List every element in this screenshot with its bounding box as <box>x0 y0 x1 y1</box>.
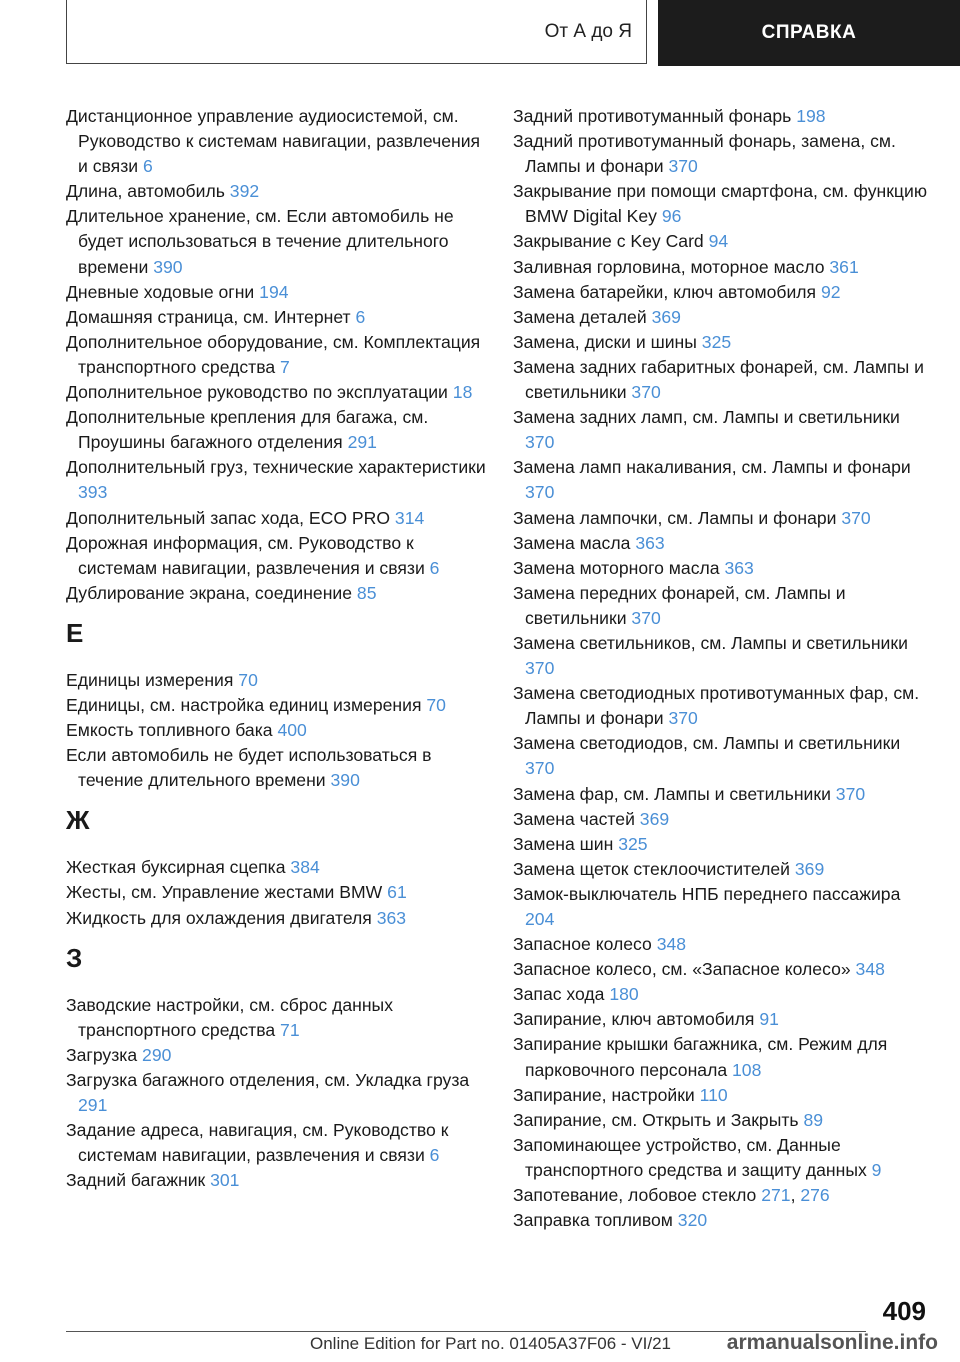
index-entry <box>66 204 486 279</box>
index-entry-text: Запасное колесо <box>513 934 657 955</box>
index-entry <box>513 681 933 731</box>
index-entry <box>513 229 933 254</box>
page-ref-link[interactable]: 369 <box>651 306 681 327</box>
index-entry-text: Дополнительное оборудование, см. Комплектация транспортного средства <box>66 331 481 377</box>
index-entry-text: Замена, диски и шины <box>513 331 702 352</box>
index-entry <box>66 855 486 880</box>
index-entry <box>513 1208 933 1233</box>
page-ref-link[interactable]: 89 <box>803 1109 824 1130</box>
index-entry <box>513 129 933 179</box>
tab-a-to-z-label: От А до Я <box>544 20 632 42</box>
index-entry-text: Запоминающее устройство, см. Данные транспортного средства и защиту данных <box>513 1134 872 1180</box>
index-entry-text: Замена деталей <box>513 306 652 327</box>
index-entry-text: Загрузка <box>66 1044 143 1065</box>
page-ref-link[interactable]: 370 <box>841 507 871 528</box>
index-entry <box>66 993 486 1043</box>
page-ref-link[interactable]: 271 <box>761 1185 791 1206</box>
page-ref-link[interactable]: 348 <box>656 934 687 955</box>
index-entry-text: Дополнительный запас хода, ECO PRO <box>66 507 395 528</box>
index-entry <box>513 330 933 355</box>
index-entry <box>66 668 486 693</box>
watermark: armanualsonline.info <box>726 1331 938 1354</box>
index-entry-text: Запотевание, лобовое стекло <box>513 1185 762 1206</box>
index-entry <box>513 832 933 857</box>
index-entry <box>513 1133 933 1183</box>
page-ref-link[interactable]: 325 <box>618 833 648 854</box>
index-entry <box>66 880 486 905</box>
index-entry <box>513 731 933 781</box>
page-ref-link[interactable]: 291 <box>78 1095 108 1115</box>
index-entry <box>66 280 486 305</box>
index-entry-text: Если автомобиль не будет использоваться в течение длительного времени <box>66 745 432 791</box>
page-ref-link[interactable]: 70 <box>238 669 258 690</box>
index-entry <box>66 906 486 931</box>
page-ref-link[interactable]: 370 <box>525 432 555 453</box>
index-entry-text: Задний противотуманный фонарь, замена, см. Лампы и фонари <box>513 131 896 177</box>
page-ref-link[interactable]: 370 <box>668 708 698 729</box>
index-entry-text: Жесткая буксирная сцепка <box>66 857 291 878</box>
tab-reference[interactable] <box>658 0 960 66</box>
index-entry <box>66 531 486 581</box>
index-entry <box>513 857 933 882</box>
page-ref-link[interactable]: 363 <box>376 907 407 928</box>
page-ref-link[interactable]: 85 <box>356 582 377 603</box>
index-entry <box>513 631 933 681</box>
index-entry <box>66 581 486 606</box>
page-ref-link[interactable]: 96 <box>661 206 682 227</box>
page-ref-link[interactable]: 325 <box>701 331 732 352</box>
index-entry-text: Замена светодиодов, см. Лампы и светильники <box>513 733 901 754</box>
page-ref-link[interactable]: 370 <box>835 783 866 804</box>
index-entry-text: Жидкость для охлаждения двигателя <box>66 907 377 928</box>
page-ref-link[interactable]: 301 <box>210 1170 240 1191</box>
page-ref-link[interactable]: 314 <box>394 507 425 528</box>
index-entry-text: Замена светильников, см. Лампы и светильники <box>513 632 908 653</box>
index-entry-text: Дистанционное управление аудиосистемой, см. Руководство к системам навигации, развлечения и связи <box>66 106 481 177</box>
page-ref-link[interactable]: 390 <box>153 256 183 277</box>
page-ref-link[interactable]: 70 <box>426 694 446 715</box>
page-ref-link[interactable]: 363 <box>635 532 665 553</box>
index-entry-text: Задание адреса, навигация, см. Руководство к системам навигации, развлечения и связи <box>66 1120 449 1166</box>
index-entry <box>513 782 933 807</box>
index-entry <box>513 1007 933 1032</box>
index-entry-text: Замена шин <box>513 833 619 854</box>
page-ref-link[interactable]: 61 <box>387 882 407 903</box>
index-entry <box>66 305 486 330</box>
index-entry-text: Замена задних габаритных фонарей, см. Лампы и светильники <box>513 356 924 403</box>
index-entry-text: Дублирование экрана, соединение <box>66 582 357 603</box>
page-ref-link[interactable]: 94 <box>708 231 729 252</box>
index-entry-text: Запасное колесо, см. «Запасное колесо» <box>513 959 856 980</box>
index-entry-text: Единицы, см. настройка единиц измерения <box>66 694 427 715</box>
page-ref-link[interactable]: 291 <box>347 432 377 453</box>
page-ref-link[interactable]: 370 <box>668 156 698 177</box>
index-entry-text: Домашняя страница, см. Интернет <box>66 306 356 327</box>
page-ref-link[interactable]: 370 <box>631 382 661 403</box>
index-entry <box>513 405 933 455</box>
page-ref-link[interactable]: 369 <box>794 858 825 879</box>
index-entry-text: Замена ламп накаливания, см. Лампы и фонари <box>513 457 911 478</box>
index-entry <box>513 957 933 982</box>
index-entry-text: Длина, автомобиль <box>66 181 230 202</box>
index-entry-text: Запирание, см. Открыть и Закрыть <box>513 1109 804 1130</box>
index-entry <box>513 531 933 556</box>
index-entry-text: Емкость топливного бака <box>66 720 278 741</box>
index-entry-text: Замена задних ламп, см. Лампы и светильники <box>513 407 900 428</box>
index-entry-text: Заводские настройки, см. сброс данных транспортного средства <box>66 994 393 1040</box>
index-entry-text: Задний противотуманный фонарь <box>513 106 797 126</box>
index-entry <box>66 104 486 179</box>
page-ref-link[interactable]: 6 <box>429 1145 440 1166</box>
index-entry <box>513 807 933 832</box>
index-entry <box>513 355 933 405</box>
index-entry <box>66 380 486 405</box>
page-ref-link[interactable]: 392 <box>229 181 260 202</box>
index-entry-text: Дополнительные крепления для багажа, см. Проушины багажного отделения <box>66 407 429 453</box>
page-header <box>0 0 960 66</box>
page-ref-link[interactable]: 110 <box>699 1084 728 1105</box>
page-ref-link[interactable]: 370 <box>525 758 555 779</box>
index-entry <box>66 1068 486 1118</box>
index-entry <box>513 255 933 280</box>
index-entry-text: Замок-выключатель НПБ переднего пассажира <box>513 883 901 904</box>
index-entry-text: Замена передних фонарей, см. Лампы и светильники <box>513 582 846 628</box>
index-entry-text: Замена щеток стеклоочистителей <box>513 858 795 879</box>
page-ref-link[interactable]: 71 <box>280 1019 300 1040</box>
index-entry-text: Жесты, см. Управление жестами BMW <box>66 882 388 903</box>
index-entry <box>513 455 933 505</box>
index-entry-text: Замена масла <box>513 532 636 553</box>
index-entry <box>66 179 486 204</box>
index-entry <box>66 1043 486 1068</box>
index-entry-text: Дневные ходовые огни <box>66 281 260 302</box>
index-entry-text: Закрывание с Key Card <box>513 231 709 252</box>
page-ref-link[interactable]: 369 <box>639 808 670 829</box>
index-entry-text: Закрывание при помощи смартфона, см. функцию BMW Digital Key <box>513 181 928 227</box>
page-ref-link[interactable]: 180 <box>609 984 639 1005</box>
page-ref-link[interactable]: 370 <box>631 607 661 628</box>
page-ref-link[interactable]: 361 <box>829 256 859 277</box>
page-ref-link[interactable]: 9 <box>871 1159 882 1180</box>
index-entry <box>66 330 486 380</box>
index-entry-text: Задний багажник <box>66 1170 211 1191</box>
page-ref-link[interactable]: 194 <box>259 281 289 302</box>
page-ref-link[interactable]: 108 <box>732 1059 762 1080</box>
page-ref-link[interactable]: 6 <box>429 557 440 578</box>
index-entry-text: Запирание, ключ автомобиля <box>513 1009 760 1030</box>
page-ref-link[interactable]: 91 <box>759 1009 779 1030</box>
index-entry <box>513 556 933 581</box>
index-entry-text: Замена светодиодных противотуманных фар, см. Лампы и фонари <box>513 683 920 729</box>
index-entry <box>513 179 933 229</box>
index-entry-text: Заправка топливом <box>513 1210 678 1231</box>
index-entry <box>513 506 933 531</box>
page-ref-link[interactable]: 6 <box>142 156 153 177</box>
index-entry-text: Запирание крышки багажника, см. Режим для парковочного персонала <box>513 1034 888 1080</box>
index-entry <box>513 104 933 129</box>
index-entry-text: Замена моторного масла <box>513 557 725 578</box>
index-entry-text: Дополнительное руководство по эксплуатации <box>66 382 453 403</box>
page-ref-link[interactable]: 390 <box>330 770 360 791</box>
index-entry <box>513 280 933 305</box>
page-number: 409 <box>882 1296 926 1326</box>
page-ref-link[interactable]: 320 <box>677 1210 708 1231</box>
index-entry <box>513 882 933 932</box>
tab-a-to-z[interactable] <box>66 0 647 64</box>
section-letter: Ж <box>66 805 90 836</box>
index-entry <box>66 718 486 743</box>
page-ref-link[interactable]: 198 <box>796 106 826 126</box>
index-entry <box>513 982 933 1007</box>
page-ref-link[interactable]: 18 <box>452 382 473 403</box>
index-entry: Запотевание, лобовое стекло 271, 276 <box>513 1185 830 1206</box>
index-entry-text: Замена фар, см. Лампы и светильники <box>513 783 836 804</box>
edition-text: Online Edition for Part no. 01405A37F06 - VI/21 <box>310 1334 672 1353</box>
page-ref-link[interactable]: 363 <box>724 557 754 578</box>
index-entry-text: Дорожная информация, см. Руководство к системам навигации, развлечения и связи <box>66 532 430 578</box>
page-ref-link[interactable]: 384 <box>290 857 320 878</box>
index-entry-text: Замена батарейки, ключ автомобиля <box>513 281 821 302</box>
index-entry-text: Замена лампочки, см. Лампы и фонари <box>513 507 842 528</box>
page-ref-link[interactable]: 290 <box>142 1044 172 1065</box>
index-entry-text: Единицы измерения <box>66 669 239 690</box>
tab-reference-label: СПРАВКА <box>761 22 857 43</box>
index-column-right <box>513 104 933 1233</box>
page-ref-link[interactable]: 393 <box>78 482 108 503</box>
index-entry-text: Дополнительный груз, технические характеристики <box>66 457 486 478</box>
index-entry <box>513 1032 933 1082</box>
index-entry-text: Запирание, настройки <box>513 1084 700 1105</box>
index-entry <box>513 581 933 631</box>
index-entry <box>66 455 486 505</box>
index-entry <box>66 1168 486 1193</box>
page-ref-link[interactable]: 7 <box>280 356 290 377</box>
index-entry-text: Запас хода <box>513 984 610 1005</box>
index-entry-text: Загрузка багажного отделения, см. Укладка груза <box>66 1069 470 1090</box>
index-entry <box>66 1118 486 1168</box>
page-ref-link[interactable]: 276 <box>800 1185 830 1206</box>
page-ref-link[interactable]: 6 <box>355 306 366 327</box>
section-letter: З <box>66 942 83 973</box>
page-ref-link[interactable]: 92 <box>820 281 841 302</box>
index-entry <box>66 405 486 455</box>
index-entry-text: Заливная горловина, моторное масло <box>513 256 830 277</box>
page-ref-link[interactable]: 348 <box>855 959 885 980</box>
index-entry <box>66 506 486 531</box>
page-ref-link[interactable]: 370 <box>525 482 555 503</box>
index-entry <box>513 1108 933 1133</box>
index-entry <box>513 1083 933 1108</box>
index-entry <box>513 305 933 330</box>
index-entry-text: Длительное хранение, см. Если автомобиль не будет использоваться в течение длительного времени <box>66 206 454 277</box>
index-column-left <box>66 104 486 1193</box>
index-entry-text: Замена частей <box>513 808 640 829</box>
index-entry <box>513 932 933 957</box>
page-ref-link[interactable]: 400 <box>277 720 307 741</box>
index-entry <box>66 743 486 793</box>
section-letter: Е <box>66 617 84 648</box>
page-ref-link[interactable]: 370 <box>525 658 555 679</box>
index-entry <box>66 693 486 718</box>
page-ref-link[interactable]: 204 <box>525 909 555 929</box>
